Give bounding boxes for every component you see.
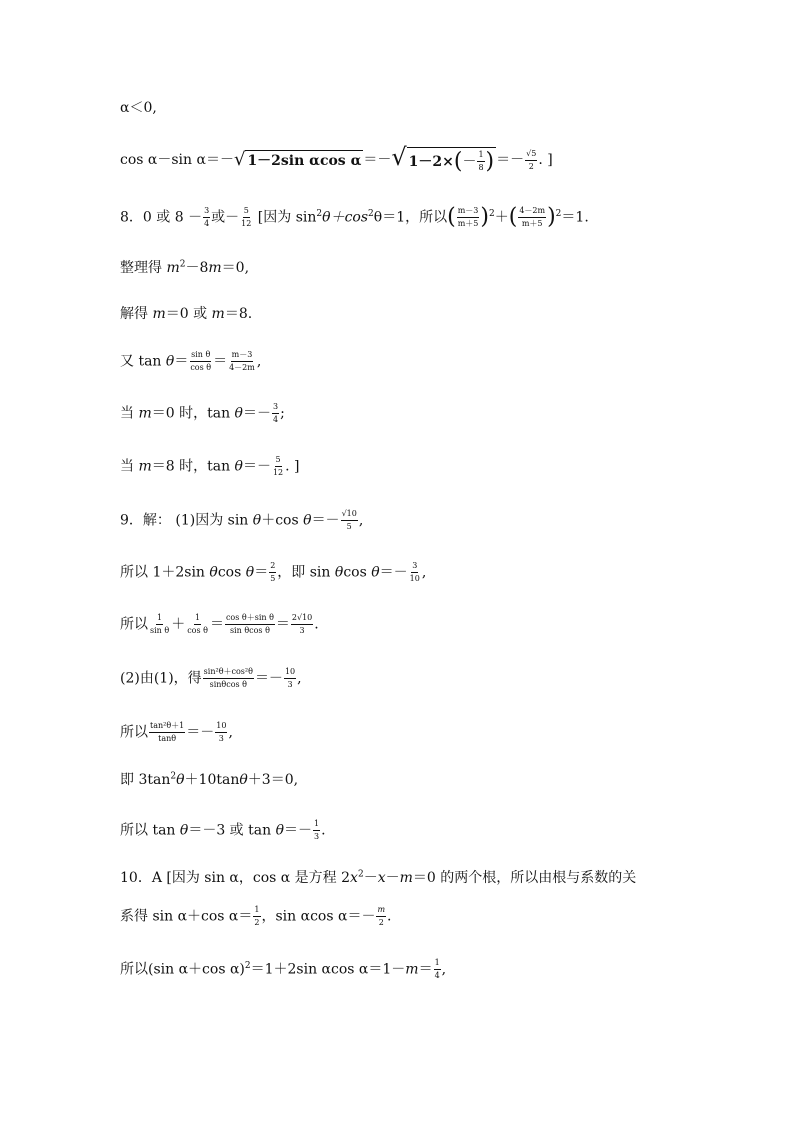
- text-segment: ＋: [171, 616, 186, 633]
- fraction: $\frac{10}{3}$: [216, 721, 227, 743]
- text-segment: ，sin αcos α＝－: [261, 908, 376, 925]
- variable: m: [399, 870, 413, 886]
- superscript: 2: [357, 869, 364, 880]
- text-segment: ＝－: [186, 724, 215, 741]
- text-line-9: [120, 509, 363, 532]
- text-segment: ＝－: [496, 152, 525, 168]
- text-segment: 所以: [120, 616, 148, 633]
- fraction: $\frac{\text{cos θ＋sin θ}}{\text{sin θcos θ}}$: [225, 613, 274, 635]
- superscript: 2: [170, 771, 177, 782]
- text-segment: －8: [185, 260, 209, 276]
- text-segment: ＋: [494, 209, 509, 226]
- variable: θ: [176, 772, 185, 788]
- text-segment: ,: [256, 353, 262, 370]
- text-segment: 所以: [120, 724, 148, 741]
- text-segment: cos: [217, 564, 246, 581]
- text-segment: θ＝1，所以: [373, 209, 448, 226]
- fraction: $\frac{\text{sin θ}}{\text{cos θ}}$: [190, 350, 212, 372]
- text-line-5: [120, 304, 252, 324]
- text-segment: ＝－: [363, 152, 392, 168]
- text-segment: ＝－: [311, 512, 340, 529]
- variable: m: [138, 405, 152, 422]
- text-segment: ,: [228, 724, 233, 741]
- superscript: 2: [368, 208, 374, 219]
- text-line-6: [120, 350, 261, 373]
- text-segment: －: [363, 870, 378, 886]
- text-segment: ＝8.: [224, 306, 253, 322]
- text-segment: 9．解： (1)因为 sin: [120, 512, 253, 529]
- text-segment: ＝0 或: [165, 306, 212, 322]
- text-segment: ,: [421, 564, 427, 581]
- text-segment: 又 tan: [120, 353, 166, 370]
- variable: θ: [245, 564, 255, 581]
- variable: θ: [165, 353, 175, 370]
- text-line-3: 8．0 或 8 － $\frac{3}{4}$ 或－ $\frac{5}{12}$ [因为 $\sin^2\theta+\cos^2\theta=1$，所以( $\frac{m-3}{m+5}$ )$^2$＋( $\frac{4-2m}{m+5}$ )$^2$＝1.: [120, 204, 589, 230]
- variable: m: [138, 458, 152, 475]
- superscript: 2: [488, 208, 495, 219]
- variable: m: [211, 306, 225, 322]
- fraction: $\frac{5}{12}$: [241, 206, 252, 228]
- fraction: $\frac{5}{12}$: [272, 455, 284, 477]
- text-line-11: [120, 613, 319, 636]
- text-line-8: [120, 455, 300, 478]
- fraction: $\frac{m-3}{4-2m}$: [229, 350, 255, 372]
- fraction: $\frac{√5}{2}$: [526, 148, 537, 171]
- variable: m: [166, 260, 180, 276]
- fraction: $\frac{√10}{5}$: [341, 509, 357, 531]
- text-segment: ＝－: [379, 564, 408, 581]
- text-segment: 解得: [120, 306, 153, 322]
- variable: m: [152, 306, 166, 322]
- fraction: $\frac{10}{3}$: [284, 667, 296, 689]
- fraction: $\frac{1}{2}$: [254, 905, 260, 927]
- fraction: $\frac{1}{\text{cos θ}}$: [187, 613, 208, 635]
- fraction: $\frac{3}{4}$: [204, 206, 210, 228]
- text-segment: ＝: [254, 564, 269, 581]
- fraction: $\frac{1}{\text{sin θ}}$: [150, 613, 170, 635]
- fraction: $\frac{m-3}{m+5}$: [457, 206, 479, 228]
- fraction: $\frac{1}{3}$: [314, 819, 320, 841]
- line-text: α＜0,: [120, 100, 157, 116]
- variable: m: [208, 260, 222, 276]
- text-line-15: [120, 819, 326, 842]
- text-segment: .: [314, 616, 319, 633]
- text-segment: ,: [297, 670, 302, 687]
- text-segment: ＝1.: [561, 209, 589, 226]
- variable: θ: [234, 458, 243, 475]
- sqrt-expression: √ 1－2sin αcos α: [233, 148, 362, 170]
- text-segment: ＝0,: [221, 260, 250, 276]
- text-segment: ＝0 的两个根，所以由根与系数的关: [412, 870, 637, 886]
- text-line-2: [120, 143, 553, 174]
- fraction: $\frac{1}{8}$: [478, 150, 484, 172]
- variable: m: [405, 961, 419, 978]
- fraction: $\frac{\text{sin²θ＋cos²θ}}{\text{sinθcos θ}}$: [203, 667, 253, 689]
- fraction: $\frac{3}{10}$: [409, 561, 420, 583]
- text-segment: . ]: [285, 458, 300, 475]
- text-segment: ＝－: [242, 405, 271, 422]
- text-segment: ＝－: [242, 458, 271, 475]
- text-segment: (2)由(1)，得: [120, 670, 202, 687]
- text-segment: ;: [280, 405, 285, 422]
- minus-sign: －: [462, 153, 477, 170]
- text-segment: cos: [343, 564, 372, 581]
- text-line-1: [120, 98, 157, 118]
- text-segment: ＝0 时，tan: [151, 405, 235, 422]
- text-segment: θ＋cos: [322, 209, 369, 226]
- text-line-13: [120, 721, 233, 744]
- text-segment: 当: [120, 405, 139, 422]
- text-segment: . ]: [538, 152, 553, 168]
- fraction: $\frac{3}{4}$: [272, 402, 279, 424]
- variable: θ: [252, 512, 262, 529]
- text-segment: 即 3tan: [120, 772, 171, 788]
- fraction: $\frac{\text{tan²θ＋1}}{\tan\theta}$: [150, 721, 185, 743]
- variable: θ: [303, 512, 312, 529]
- text-segment: ＋10tan: [184, 772, 240, 788]
- text-segment: 当: [120, 458, 139, 475]
- text-segment: 所以 tan: [120, 822, 180, 839]
- text-segment: ＝－3 或 tan: [188, 822, 276, 839]
- text-segment: ,: [441, 961, 447, 978]
- fraction: $\frac{4-2m}{m+5}$: [519, 206, 546, 228]
- variable: θ: [334, 564, 344, 581]
- text-segment: 所以 1＋2sin: [120, 564, 210, 581]
- radicand: 1－2×: [408, 153, 454, 170]
- fraction: $\frac{2√10}{3}$: [291, 613, 313, 635]
- text-line-16: [120, 868, 636, 888]
- text-segment: ,: [358, 512, 364, 529]
- text-line-12: [120, 667, 302, 690]
- variable: θ: [371, 564, 380, 581]
- text-line-4: [120, 258, 249, 278]
- fraction: $\frac{m}{2}$: [377, 905, 386, 927]
- text-segment: ＋cos: [261, 512, 304, 529]
- text-segment: 或－: [211, 209, 240, 226]
- text-segment: [因为 sin: [253, 209, 317, 226]
- text-line-17: [120, 905, 392, 928]
- text-segment: .: [321, 822, 326, 839]
- text-segment: ＝: [418, 961, 433, 978]
- text-segment: ＝: [209, 616, 224, 633]
- superscript: 2: [555, 208, 562, 219]
- text-segment: ＝8 时，tan: [151, 458, 235, 475]
- superscript: 2: [244, 960, 251, 971]
- fraction: $\frac{2}{5}$: [270, 561, 276, 583]
- variable: θ: [179, 822, 189, 839]
- text-segment: ＝: [174, 353, 189, 370]
- text-segment: .: [387, 908, 392, 925]
- text-line-7: [120, 402, 285, 425]
- text-segment: －: [385, 870, 400, 886]
- variable: θ: [275, 822, 285, 839]
- text-line-10: [120, 561, 426, 584]
- text-segment: ＝1＋2sin αcos α＝1－: [250, 961, 406, 978]
- text-segment: 10．A [因为 sin α，cos α 是方程 2: [120, 870, 351, 886]
- text-segment: ＝: [213, 353, 228, 370]
- text-segment: 8．0 或 8 －: [120, 209, 203, 226]
- text-segment: ＝－: [254, 670, 283, 687]
- radicand: 1－2sin αcos α: [245, 150, 363, 171]
- text-segment: ＋3＝0,: [247, 772, 299, 788]
- variable: θ: [234, 405, 243, 422]
- variable: θ: [239, 772, 248, 788]
- text-segment: 所以(sin α＋cos α): [120, 961, 245, 978]
- superscript: 2: [316, 208, 323, 219]
- variable: x: [377, 870, 386, 886]
- text-segment: 系得 sin α＋cos α＝: [120, 908, 253, 925]
- text-line-14: [120, 770, 298, 790]
- fraction: $\frac{1}{4}$: [434, 958, 440, 980]
- variable: x: [350, 870, 358, 886]
- sqrt-expression: √ 1－2× ( － $\frac{1}{8}$ ): [391, 143, 495, 174]
- text-segment: ＝: [275, 616, 290, 633]
- text-line-18: [120, 958, 446, 981]
- text-segment: ，即 sin: [277, 564, 335, 581]
- text-segment: ＝－: [284, 822, 313, 839]
- superscript: 2: [179, 259, 186, 270]
- variable: θ: [209, 564, 218, 581]
- text-segment: cos α－sin α＝－: [120, 152, 234, 168]
- text-segment: 整理得: [120, 260, 167, 276]
